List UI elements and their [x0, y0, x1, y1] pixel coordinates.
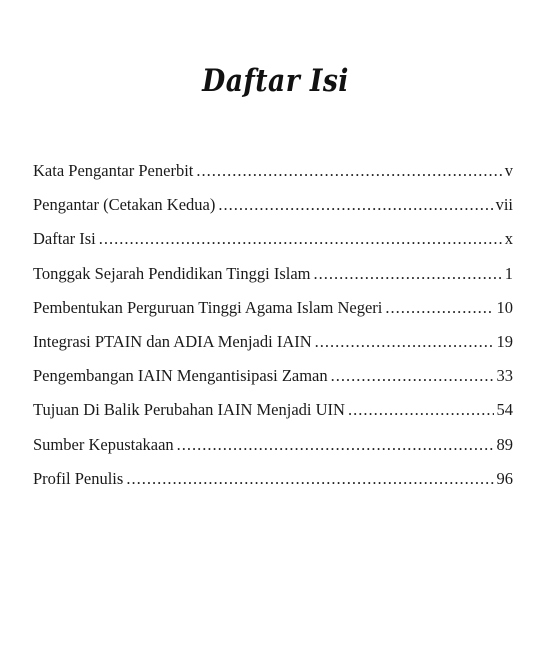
toc-entry — [33, 160, 513, 194]
toc-entry-page: 19 — [496, 331, 513, 351]
toc-dot-leader — [315, 331, 494, 353]
toc-entry-page: 54 — [496, 400, 513, 420]
toc-entry-page: 10 — [496, 297, 513, 317]
toc-dot-leader — [99, 228, 502, 250]
toc-entry — [33, 297, 513, 331]
toc-entry-title: Daftar Isi — [33, 229, 96, 249]
toc-dot-leader — [126, 468, 493, 490]
toc-entry — [33, 399, 513, 433]
toc-entry-title: Pengembangan IAIN Mengantisipasi Zaman — [33, 366, 328, 386]
toc-entry-page: 89 — [496, 434, 513, 454]
toc-entry — [33, 331, 513, 365]
toc-entry-title: Integrasi PTAIN dan ADIA Menjadi IAIN — [33, 331, 312, 351]
toc-entry-title: Profil Penulis — [33, 468, 124, 488]
toc-entry-title: Pembentukan Perguruan Tinggi Agama Islam Negeri — [33, 297, 383, 317]
toc-dot-leader — [218, 194, 492, 216]
toc-entry-page: vii — [495, 195, 513, 215]
toc-entry — [33, 228, 513, 262]
toc-entry — [33, 263, 513, 297]
toc-dot-leader — [177, 434, 494, 456]
toc-entry — [33, 365, 513, 399]
toc-dot-leader — [385, 297, 493, 319]
toc-dot-leader — [348, 399, 494, 421]
page-title: Daftar Isi — [202, 62, 349, 99]
toc-dot-leader — [196, 160, 501, 182]
toc-dot-leader — [314, 263, 502, 285]
toc-entry-page: x — [504, 229, 513, 249]
toc-entry-page: 96 — [496, 468, 513, 488]
toc-entry-title: Pengantar (Cetakan Kedua) — [33, 195, 216, 215]
toc-entry-page: 1 — [504, 263, 513, 283]
toc-entry-title: Tonggak Sejarah Pendidikan Tinggi Islam — [33, 263, 311, 283]
table-of-contents — [33, 160, 513, 502]
toc-entry-title: Kata Pengantar Penerbit — [33, 161, 194, 180]
toc-entry — [33, 468, 513, 502]
toc-entry-title: Sumber Kepustakaan — [33, 434, 174, 454]
toc-entry-page: v — [504, 161, 513, 180]
toc-entry-page: 33 — [496, 366, 513, 386]
toc-dot-leader — [331, 365, 494, 387]
toc-entry — [33, 434, 513, 468]
toc-entry-title: Tujuan Di Balik Perubahan IAIN Menjadi UIN — [33, 400, 345, 420]
toc-entry — [33, 194, 513, 228]
